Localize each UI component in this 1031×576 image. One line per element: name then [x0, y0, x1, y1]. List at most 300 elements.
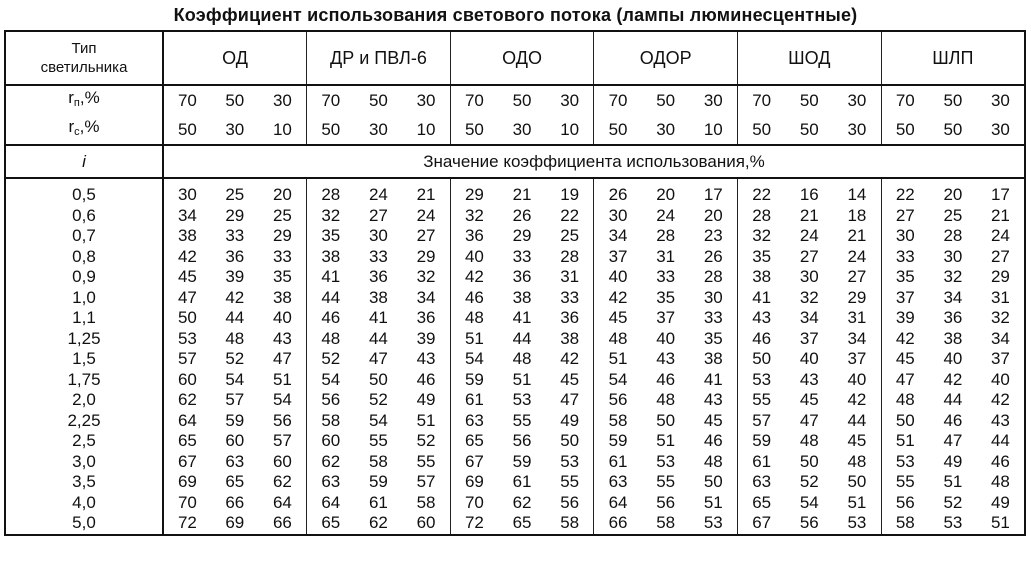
rp-value: 30 [402, 85, 450, 115]
coefficient-cell: 20 [943, 185, 963, 204]
rp-value: 70 [307, 85, 355, 115]
coefficient-cell: 44 [225, 308, 245, 327]
rp-value: 50 [642, 85, 690, 115]
rp-value: 70 [163, 85, 211, 115]
rp-value: 30 [833, 85, 881, 115]
table-row [5, 411, 1025, 432]
coefficient-cell: 20 [703, 205, 723, 225]
coefficient-cell: 35 [738, 247, 786, 268]
coefficient-cell: 48 [450, 308, 498, 329]
coefficient-cell: 24 [799, 226, 819, 245]
coefficient-cell: 45 [594, 308, 642, 329]
coefficient-cell: 54 [368, 410, 388, 430]
coefficient-cell: 47 [560, 390, 580, 409]
coefficient-cell: 46 [307, 308, 355, 329]
room-index-value: 2,0 [5, 390, 163, 411]
coefficient-cell: 65 [450, 431, 498, 452]
coefficient-cell: 67 [738, 513, 786, 535]
coefficient-cell: 57 [272, 431, 292, 450]
coefficient-cell: 55 [368, 431, 388, 450]
coefficient-cell: 40 [977, 370, 1025, 391]
coefficient-cell: 49 [977, 493, 1025, 514]
coefficient-cell: 56 [272, 410, 292, 430]
coefficient-cell: 26 [512, 205, 532, 225]
coefficient-cell: 44 [512, 328, 532, 348]
coefficient-cell: 62 [177, 390, 197, 409]
coefficient-cell: 64 [177, 410, 197, 430]
coefficient-cell: 46 [703, 431, 723, 450]
table-row [5, 178, 1025, 206]
coefficient-cell: 37 [799, 328, 819, 348]
coefficient-cell: 38 [307, 247, 355, 268]
coefficient-cell: 54 [272, 390, 292, 409]
coefficient-cell: 54 [307, 370, 355, 391]
coefficient-cell: 40 [799, 349, 819, 368]
coefficient-cell: 56 [307, 390, 355, 411]
coefficient-cell: 43 [738, 308, 786, 329]
coefficient-cell: 62 [355, 513, 403, 535]
coefficient-cell: 30 [177, 185, 197, 204]
coefficient-cell: 33 [560, 287, 580, 307]
coefficient-cell: 27 [368, 205, 388, 225]
coefficient-cell: 27 [847, 267, 867, 286]
coefficient-cell: 38 [512, 287, 532, 307]
coefficient-cell: 44 [368, 328, 388, 348]
coefficient-cell: 43 [272, 328, 292, 348]
coefficient-cell: 70 [450, 493, 498, 514]
coefficient-cell: 49 [943, 451, 963, 471]
coefficient-cell: 54 [225, 369, 245, 389]
coefficient-cell: 31 [847, 308, 867, 327]
coefficient-cell: 33 [656, 267, 676, 286]
coefficient-cell: 45 [881, 349, 929, 370]
coefficient-cell: 28 [943, 226, 963, 245]
coefficient-cell: 34 [847, 328, 867, 348]
coefficient-cell: 42 [450, 267, 498, 288]
coefficient-cell: 16 [799, 185, 819, 204]
table-row [5, 513, 1025, 535]
coefficient-cell: 41 [703, 369, 723, 389]
coefficient-cell: 34 [799, 308, 819, 327]
coefficient-cell: 44 [943, 390, 963, 409]
coefficient-cell: 50 [560, 431, 580, 450]
coefficient-cell: 50 [847, 472, 867, 491]
room-index-value: 0,5 [5, 178, 163, 206]
coefficient-cell: 50 [656, 410, 676, 430]
coefficient-cell: 59 [368, 472, 388, 491]
coefficient-cell: 25 [272, 205, 292, 225]
group-header-od: ОД [163, 31, 307, 85]
coefficient-cell: 24 [656, 205, 676, 225]
coefficient-cell: 25 [225, 185, 245, 204]
coefficient-cell: 34 [977, 329, 1025, 350]
group-header-shlp: ШЛП [881, 31, 1025, 85]
group-header-odo: ОДО [450, 31, 594, 85]
coefficient-cell: 46 [738, 329, 786, 350]
coefficient-cell: 28 [307, 178, 355, 206]
coefficient-cell: 51 [594, 349, 642, 370]
coefficient-cell: 51 [272, 369, 292, 389]
coefficient-cell: 25 [943, 205, 963, 225]
table-row [5, 349, 1025, 370]
coefficient-cell: 50 [368, 369, 388, 389]
coefficient-cell: 27 [416, 226, 436, 245]
coefficient-cell: 69 [450, 472, 498, 493]
coefficient-cell: 51 [656, 431, 676, 450]
rc-value: 50 [738, 115, 786, 145]
coefficient-cell: 29 [225, 205, 245, 225]
table-row [5, 288, 1025, 309]
coefficient-cell: 53 [929, 513, 977, 535]
coefficient-cell: 28 [738, 206, 786, 227]
coefficient-cell: 59 [594, 431, 642, 452]
coefficient-cell: 59 [512, 451, 532, 471]
coefficient-cell: 53 [656, 451, 676, 471]
coefficient-cell: 43 [799, 369, 819, 389]
table-row [5, 226, 1025, 247]
coefficient-cell: 56 [881, 493, 929, 514]
room-index-value: 4,0 [5, 493, 163, 514]
coefficient-cell: 42 [594, 288, 642, 309]
coefficient-cell: 27 [799, 246, 819, 266]
rp-value: 70 [450, 85, 498, 115]
coefficient-cell: 36 [368, 267, 388, 286]
rp-value: 50 [929, 85, 977, 115]
rp-value: 70 [738, 85, 786, 115]
coefficient-cell: 52 [368, 390, 388, 409]
coefficient-cell: 59 [738, 431, 786, 452]
table-row [5, 329, 1025, 350]
coefficient-cell: 21 [847, 226, 867, 245]
coefficient-cell: 72 [450, 513, 498, 535]
coefficient-cell: 24 [977, 226, 1025, 247]
coefficient-cell: 58 [881, 513, 929, 535]
coefficient-cell: 57 [177, 349, 197, 368]
coefficient-cell: 37 [594, 247, 642, 268]
coefficient-cell: 39 [225, 267, 245, 286]
coefficient-cell: 40 [656, 328, 676, 348]
coefficient-cell: 52 [799, 472, 819, 491]
table-row [5, 431, 1025, 452]
coefficient-cell: 32 [799, 287, 819, 307]
room-index-value: 0,6 [5, 206, 163, 227]
coefficient-cell: 40 [272, 308, 292, 327]
coefficient-cell: 40 [594, 267, 642, 288]
coefficient-cell: 72 [163, 513, 211, 535]
coefficient-cell: 61 [594, 452, 642, 473]
room-index-value: 3,0 [5, 452, 163, 473]
coefficient-cell: 46 [416, 369, 436, 389]
coefficient-cell: 45 [847, 431, 867, 450]
type-label-line2: светильника [40, 59, 128, 76]
coefficient-cell: 20 [656, 185, 676, 204]
coefficient-cell: 29 [272, 226, 292, 245]
coefficient-cell: 38 [703, 349, 723, 368]
coefficient-cell: 31 [977, 288, 1025, 309]
coefficient-cell: 54 [799, 492, 819, 512]
coefficient-cell: 61 [738, 452, 786, 473]
room-index-label: i [5, 145, 163, 178]
coefficient-cell: 40 [450, 247, 498, 268]
rp-value: 30 [546, 85, 594, 115]
coefficient-cell: 44 [847, 410, 867, 430]
coefficient-cell: 63 [594, 472, 642, 493]
coefficient-cell: 41 [307, 267, 355, 288]
coefficient-cell: 34 [416, 287, 436, 307]
coefficient-cell: 46 [450, 288, 498, 309]
coefficient-cell: 48 [656, 390, 676, 409]
coefficient-cell: 21 [416, 185, 436, 204]
coefficient-cell: 57 [738, 411, 786, 432]
coefficient-note: Значение коэффициента использования,% [163, 145, 1025, 178]
coefficient-cell: 45 [177, 267, 197, 286]
coefficient-cell: 65 [498, 513, 546, 535]
room-index-value: 0,8 [5, 247, 163, 268]
coefficient-cell: 50 [738, 349, 786, 370]
coefficient-cell: 70 [177, 492, 197, 512]
coefficient-cell: 37 [847, 349, 867, 368]
coefficient-cell: 51 [881, 431, 929, 452]
rp-value: 30 [690, 85, 738, 115]
coefficient-cell: 31 [560, 267, 580, 286]
coefficient-cell: 54 [594, 370, 642, 391]
coefficient-cell: 61 [368, 492, 388, 512]
coefficient-cell: 32 [977, 308, 1025, 329]
coefficient-cell: 65 [225, 472, 245, 491]
coefficient-cell: 32 [307, 206, 355, 227]
group-header-dr-pvl6: ДР и ПВЛ-6 [307, 31, 451, 85]
coefficient-cell: 39 [881, 308, 929, 329]
coefficient-cell: 37 [881, 288, 929, 309]
rp-value: 50 [211, 85, 259, 115]
coefficient-cell: 38 [368, 287, 388, 307]
coefficient-cell: 66 [225, 492, 245, 512]
coefficient-cell: 47 [881, 370, 929, 391]
coefficient-cell: 56 [512, 431, 532, 450]
coefficient-cell: 21 [799, 205, 819, 225]
coefficient-cell: 31 [656, 246, 676, 266]
coefficient-cell: 29 [450, 178, 498, 206]
room-index-value: 1,5 [5, 349, 163, 370]
coefficient-cell: 55 [656, 472, 676, 491]
coefficient-cell: 53 [560, 451, 580, 471]
coefficient-cell: 64 [594, 493, 642, 514]
room-index-value: 0,7 [5, 226, 163, 247]
coefficient-cell: 63 [307, 472, 355, 493]
coefficient-cell: 38 [738, 267, 786, 288]
coefficient-cell: 38 [177, 226, 197, 245]
rc-value: 30 [368, 119, 388, 139]
table-row [5, 247, 1025, 268]
room-index-value: 3,5 [5, 472, 163, 493]
rp-value: 50 [498, 85, 546, 115]
coefficient-cell: 42 [943, 369, 963, 389]
coefficient-cell: 66 [594, 513, 642, 535]
coefficient-cell: 52 [416, 431, 436, 450]
coefficient-cell: 61 [450, 390, 498, 411]
coefficient-cell: 42 [881, 329, 929, 350]
coefficient-cell: 42 [225, 287, 245, 307]
coefficient-cell: 48 [703, 451, 723, 471]
type-label-line1: Тип [71, 40, 97, 57]
coefficient-cell: 43 [656, 349, 676, 368]
coefficient-cell: 62 [512, 492, 532, 512]
coefficient-cell: 48 [881, 390, 929, 411]
coefficient-cell: 20 [272, 185, 292, 204]
rc-value: 50 [799, 119, 819, 139]
room-index-value: 5,0 [5, 513, 163, 535]
coefficient-cell: 22 [738, 178, 786, 206]
coefficient-cell: 50 [799, 451, 819, 471]
coefficient-cell: 41 [512, 308, 532, 327]
coefficient-cell: 51 [943, 472, 963, 491]
coefficient-cell: 53 [833, 513, 881, 535]
coefficient-cell: 58 [307, 411, 355, 432]
coefficient-cell: 45 [560, 369, 580, 389]
coefficient-cell: 50 [881, 411, 929, 432]
coefficient-cell: 60 [402, 513, 450, 535]
coefficient-cell: 57 [416, 472, 436, 491]
rc-value: 50 [450, 115, 498, 145]
coefficient-cell: 30 [594, 206, 642, 227]
coefficient-cell: 18 [847, 205, 867, 225]
coefficient-cell: 53 [512, 390, 532, 409]
coefficient-cell: 67 [450, 452, 498, 473]
coefficient-cell: 65 [177, 431, 197, 450]
room-index-value: 2,25 [5, 411, 163, 432]
coefficient-cell: 32 [943, 267, 963, 286]
table-title: Коэффициент использования светового потока (лампы люминесцентные) [173, 5, 858, 25]
coefficient-cell: 47 [368, 349, 388, 368]
coefficient-cell: 63 [738, 472, 786, 493]
rc-value: 50 [307, 115, 355, 145]
coefficient-cell: 36 [943, 308, 963, 327]
coefficient-cell: 26 [703, 246, 723, 266]
index-header-row [5, 145, 1025, 178]
coefficient-cell: 45 [799, 390, 819, 409]
coefficient-cell: 43 [977, 411, 1025, 432]
coefficient-cell: 56 [785, 513, 833, 535]
coefficient-cell: 56 [560, 492, 580, 512]
rc-value: 30 [225, 119, 245, 139]
coefficient-cell: 32 [738, 226, 786, 247]
coefficient-cell: 49 [416, 390, 436, 409]
utilization-table [4, 30, 1026, 536]
group-header-row [5, 31, 1025, 85]
coefficient-cell: 67 [177, 451, 197, 471]
coefficient-cell: 62 [272, 472, 292, 491]
coefficient-cell: 36 [225, 246, 245, 266]
coefficient-cell: 30 [881, 226, 929, 247]
rc-label: $r_с,\%$ [5, 115, 163, 145]
coefficient-cell: 42 [977, 390, 1025, 411]
coefficient-cell: 46 [656, 369, 676, 389]
rc-value: 50 [177, 119, 197, 139]
coefficient-cell: 17 [703, 185, 723, 204]
coefficient-cell: 33 [225, 226, 245, 245]
coefficient-cell: 58 [368, 451, 388, 471]
rp-value: 50 [355, 85, 403, 115]
group-header-shod: ШОД [738, 31, 882, 85]
coefficient-cell: 27 [881, 206, 929, 227]
coefficient-cell: 60 [272, 451, 292, 471]
coefficient-cell: 48 [799, 431, 819, 450]
coefficient-cell: 39 [416, 328, 436, 348]
coefficient-cell: 35 [703, 328, 723, 348]
coefficient-cell: 48 [977, 472, 1025, 493]
coefficient-cell: 51 [416, 410, 436, 430]
coefficient-cell: 47 [177, 287, 197, 307]
coefficient-cell: 28 [703, 267, 723, 286]
coefficient-cell: 47 [272, 349, 292, 368]
table-row [5, 308, 1025, 329]
coefficient-cell: 48 [847, 451, 867, 471]
coefficient-cell: 28 [656, 226, 676, 245]
coefficient-cell: 55 [416, 451, 436, 471]
coefficient-cell: 35 [307, 226, 355, 247]
coefficient-cell: 59 [225, 410, 245, 430]
coefficient-cell: 53 [881, 452, 929, 473]
coefficient-cell: 29 [416, 246, 436, 266]
coefficient-cell: 52 [225, 349, 245, 368]
coefficient-cell: 34 [594, 226, 642, 247]
coefficient-cell: 55 [881, 472, 929, 493]
coefficient-cell: 24 [847, 246, 867, 266]
coefficient-cell: 17 [977, 178, 1025, 206]
coefficient-cell: 34 [177, 205, 197, 225]
rc-value: 10 [703, 119, 723, 139]
rc-row [5, 115, 1025, 145]
coefficient-cell: 52 [307, 349, 355, 370]
coefficient-cell: 32 [416, 267, 436, 286]
rp-value: 70 [881, 85, 929, 115]
coefficient-cell: 56 [594, 390, 642, 411]
coefficient-cell: 46 [977, 452, 1025, 473]
coefficient-cell: 50 [177, 308, 197, 327]
rc-value: 10 [416, 119, 436, 139]
rc-value: 30 [977, 115, 1025, 145]
coefficient-cell: 33 [703, 308, 723, 327]
coefficient-cell: 48 [594, 329, 642, 350]
coefficient-cell: 50 [703, 472, 723, 491]
coefficient-cell: 38 [560, 328, 580, 348]
coefficient-cell: 30 [368, 226, 388, 245]
coefficient-cell: 63 [225, 451, 245, 471]
coefficient-cell: 65 [307, 513, 355, 535]
coefficient-cell: 69 [211, 513, 259, 535]
coefficient-cell: 42 [560, 349, 580, 368]
coefficient-cell: 29 [977, 267, 1025, 288]
coefficient-cell: 58 [642, 513, 690, 535]
coefficient-cell: 60 [307, 431, 355, 452]
coefficient-cell: 51 [847, 492, 867, 512]
coefficient-cell: 33 [368, 246, 388, 266]
rp-value: 30 [977, 85, 1025, 115]
coefficient-cell: 26 [594, 178, 642, 206]
coefficient-cell: 43 [416, 349, 436, 368]
coefficient-cell: 30 [799, 267, 819, 286]
coefficient-cell: 40 [943, 349, 963, 368]
rc-value: 30 [656, 119, 676, 139]
coefficient-cell: 61 [512, 472, 532, 491]
coefficient-cell: 29 [847, 287, 867, 307]
coefficient-cell: 45 [703, 410, 723, 430]
coefficient-cell: 53 [690, 513, 738, 535]
type-header-cell [5, 31, 163, 85]
coefficient-cell: 66 [259, 513, 307, 535]
coefficient-cell: 49 [560, 410, 580, 430]
coefficient-cell: 37 [977, 349, 1025, 370]
